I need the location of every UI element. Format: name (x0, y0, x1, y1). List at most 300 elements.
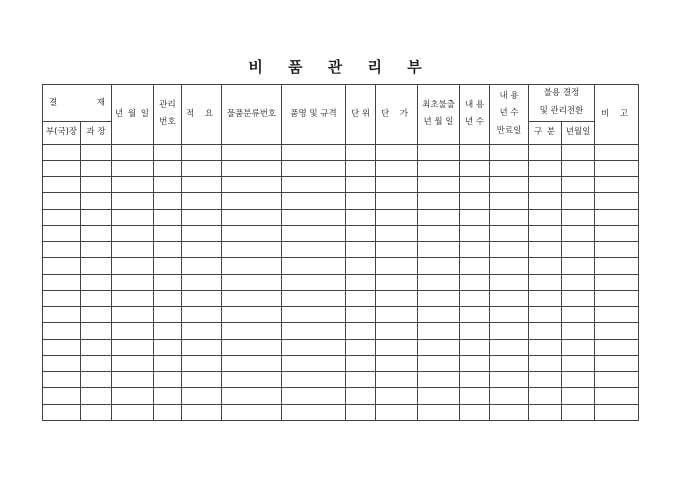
disposal-line1: 불용 결정 (543, 88, 580, 98)
table-cell[interactable] (282, 372, 346, 388)
table-cell[interactable] (460, 242, 490, 258)
table-cell[interactable] (529, 339, 562, 355)
useful-life-header (460, 85, 490, 145)
table-row (43, 323, 639, 339)
first-issue-line1: 최초불출 (422, 99, 455, 110)
table-cell[interactable] (460, 323, 490, 339)
table-cell[interactable] (418, 290, 460, 306)
table-cell[interactable] (222, 388, 282, 404)
table-cell[interactable] (562, 160, 595, 176)
table-cell[interactable] (222, 339, 282, 355)
table-cell[interactable] (595, 177, 639, 193)
table-cell[interactable] (182, 355, 222, 371)
table-cell[interactable] (529, 177, 562, 193)
table-cell[interactable] (376, 290, 418, 306)
table-cell[interactable] (182, 307, 222, 323)
table-cell[interactable] (43, 258, 81, 274)
life-expiry-line1: 내 용 (499, 90, 519, 101)
table-cell[interactable] (529, 144, 562, 160)
table-row (43, 177, 639, 193)
table-cell[interactable] (418, 404, 460, 420)
table-cell[interactable] (43, 339, 81, 355)
table-cell[interactable] (282, 404, 346, 420)
table-cell[interactable] (418, 144, 460, 160)
table-cell[interactable] (595, 323, 639, 339)
table-row (43, 388, 639, 404)
table-cell[interactable] (81, 225, 112, 241)
table-cell[interactable] (529, 388, 562, 404)
approval-label-right: 재 (96, 97, 105, 108)
table-cell[interactable] (154, 290, 182, 306)
table-cell[interactable] (112, 372, 154, 388)
disposal-date-header: 년월일 (562, 121, 595, 144)
table-cell[interactable] (282, 323, 346, 339)
table-cell[interactable] (460, 290, 490, 306)
table-cell[interactable] (418, 307, 460, 323)
table-cell[interactable] (282, 209, 346, 225)
table-cell[interactable] (346, 290, 376, 306)
table-cell[interactable] (182, 144, 222, 160)
table-cell[interactable] (154, 258, 182, 274)
table-cell[interactable] (43, 177, 81, 193)
table-cell[interactable] (529, 258, 562, 274)
table-cell[interactable] (595, 209, 639, 225)
table-cell[interactable] (562, 372, 595, 388)
table-cell[interactable] (112, 225, 154, 241)
table-cell[interactable] (595, 388, 639, 404)
table-cell[interactable] (376, 307, 418, 323)
disposal-type-header: 구 분 (529, 121, 562, 144)
table-cell[interactable] (595, 290, 639, 306)
table-cell[interactable] (460, 307, 490, 323)
table-cell[interactable] (182, 404, 222, 420)
table-cell[interactable] (282, 258, 346, 274)
table-cell[interactable] (376, 274, 418, 290)
table-cell[interactable] (81, 355, 112, 371)
table-cell[interactable] (460, 225, 490, 241)
table-cell[interactable] (154, 160, 182, 176)
table-cell[interactable] (460, 160, 490, 176)
table-cell[interactable] (182, 258, 222, 274)
table-cell[interactable] (282, 144, 346, 160)
table-cell[interactable] (43, 372, 81, 388)
table-cell[interactable] (562, 177, 595, 193)
table-cell[interactable] (182, 225, 222, 241)
table-cell[interactable] (595, 274, 639, 290)
table-cell[interactable] (282, 177, 346, 193)
summary-header: 적 요 (182, 85, 222, 145)
table-cell[interactable] (43, 355, 81, 371)
table-cell[interactable] (346, 323, 376, 339)
table-cell[interactable] (112, 274, 154, 290)
first-issue-date-header (418, 85, 460, 145)
table-cell[interactable] (81, 372, 112, 388)
table-cell[interactable] (595, 144, 639, 160)
table-cell[interactable] (112, 177, 154, 193)
table-cell[interactable] (282, 242, 346, 258)
table-cell[interactable] (376, 225, 418, 241)
table-cell[interactable] (562, 323, 595, 339)
table-cell[interactable] (112, 323, 154, 339)
table-cell[interactable] (490, 307, 529, 323)
unit-price-header: 단 가 (376, 85, 418, 145)
table-cell[interactable] (43, 307, 81, 323)
table-cell[interactable] (154, 307, 182, 323)
table-cell[interactable] (529, 274, 562, 290)
table-cell[interactable] (43, 290, 81, 306)
table-cell[interactable] (282, 193, 346, 209)
table-cell[interactable] (490, 209, 529, 225)
table-cell[interactable] (562, 290, 595, 306)
useful-life-line2: 년 수 (464, 117, 485, 128)
table-cell[interactable] (222, 193, 282, 209)
table-cell[interactable] (529, 225, 562, 241)
table-cell[interactable] (112, 193, 154, 209)
table-cell[interactable] (529, 193, 562, 209)
table-cell[interactable] (490, 160, 529, 176)
table-cell[interactable] (460, 177, 490, 193)
table-cell[interactable] (182, 177, 222, 193)
table-cell[interactable] (418, 225, 460, 241)
approval-label-left: 결 (49, 97, 58, 108)
table-cell[interactable] (562, 355, 595, 371)
life-expiry-header (490, 85, 529, 145)
table-cell[interactable] (182, 388, 222, 404)
name-and-spec-header: 품명 및 규격 (282, 85, 346, 145)
table-cell[interactable] (43, 323, 81, 339)
table-cell[interactable] (418, 339, 460, 355)
table-cell[interactable] (222, 209, 282, 225)
table-cell[interactable] (222, 307, 282, 323)
table-cell[interactable] (490, 242, 529, 258)
table-cell[interactable] (346, 193, 376, 209)
table-cell[interactable] (43, 274, 81, 290)
table-row (43, 339, 639, 355)
table-cell[interactable] (562, 225, 595, 241)
table-cell[interactable] (562, 209, 595, 225)
table-cell[interactable] (346, 225, 376, 241)
table-cell[interactable] (346, 242, 376, 258)
table-cell[interactable] (490, 177, 529, 193)
table-cell[interactable] (562, 274, 595, 290)
table-cell[interactable] (81, 144, 112, 160)
table-cell[interactable] (154, 355, 182, 371)
table-cell[interactable] (222, 144, 282, 160)
table-cell[interactable] (595, 225, 639, 241)
table-cell[interactable] (460, 355, 490, 371)
table-cell[interactable] (81, 274, 112, 290)
table-cell[interactable] (418, 372, 460, 388)
table-cell[interactable] (460, 258, 490, 274)
table-cell[interactable] (81, 209, 112, 225)
disposal-line2: 및 관리전환 (539, 105, 584, 116)
useful-life-line1: 내 용 (464, 99, 485, 110)
table-cell[interactable] (346, 404, 376, 420)
mgmt-no-line1: 관리 (159, 99, 176, 110)
table-cell[interactable] (346, 160, 376, 176)
table-cell[interactable] (529, 290, 562, 306)
table-cell[interactable] (81, 307, 112, 323)
table-cell[interactable] (282, 274, 346, 290)
disposal-transfer-header (529, 85, 595, 122)
table-cell[interactable] (346, 372, 376, 388)
table-cell[interactable] (112, 307, 154, 323)
table-cell[interactable] (529, 160, 562, 176)
table-cell[interactable] (222, 372, 282, 388)
table-cell[interactable] (154, 388, 182, 404)
table-cell[interactable] (376, 193, 418, 209)
table-cell[interactable] (346, 177, 376, 193)
table-cell[interactable] (562, 242, 595, 258)
mgmt-no-line2: 번호 (159, 117, 176, 128)
table-cell[interactable] (562, 144, 595, 160)
table-row (43, 160, 639, 176)
table-row (43, 193, 639, 209)
table-cell[interactable] (529, 242, 562, 258)
table-cell[interactable] (418, 388, 460, 404)
table-cell[interactable] (112, 258, 154, 274)
table-cell[interactable] (562, 258, 595, 274)
table-cell[interactable] (154, 225, 182, 241)
table-cell[interactable] (222, 225, 282, 241)
table-cell[interactable] (222, 290, 282, 306)
table-cell[interactable] (529, 323, 562, 339)
table-cell[interactable] (282, 355, 346, 371)
table-cell[interactable] (182, 372, 222, 388)
table-cell[interactable] (490, 355, 529, 371)
table-cell[interactable] (376, 258, 418, 274)
table-cell[interactable] (595, 355, 639, 371)
table-cell[interactable] (112, 388, 154, 404)
table-cell[interactable] (112, 290, 154, 306)
table-cell[interactable] (376, 177, 418, 193)
table-cell[interactable] (81, 404, 112, 420)
table-cell[interactable] (418, 160, 460, 176)
date-header: 년 월 일 (112, 85, 154, 145)
table-cell[interactable] (43, 242, 81, 258)
table-cell[interactable] (154, 339, 182, 355)
table-cell[interactable] (154, 274, 182, 290)
table-cell[interactable] (460, 388, 490, 404)
table-cell[interactable] (81, 323, 112, 339)
table-cell[interactable] (282, 388, 346, 404)
table-cell[interactable] (562, 404, 595, 420)
table-cell[interactable] (43, 144, 81, 160)
table-cell[interactable] (490, 193, 529, 209)
table-cell[interactable] (182, 242, 222, 258)
table-row (43, 307, 639, 323)
table-cell[interactable] (529, 372, 562, 388)
table-cell[interactable] (595, 372, 639, 388)
table-cell[interactable] (460, 372, 490, 388)
table-cell[interactable] (346, 258, 376, 274)
table-cell[interactable] (112, 209, 154, 225)
table-cell[interactable] (154, 193, 182, 209)
table-cell[interactable] (595, 307, 639, 323)
table-cell[interactable] (562, 193, 595, 209)
table-cell[interactable] (460, 404, 490, 420)
table-cell[interactable] (529, 307, 562, 323)
table-row (43, 209, 639, 225)
table-cell[interactable] (376, 339, 418, 355)
life-expiry-line2: 년 수 (499, 108, 519, 119)
table-cell[interactable] (346, 355, 376, 371)
table-cell[interactable] (154, 404, 182, 420)
table-cell[interactable] (81, 160, 112, 176)
table-cell[interactable] (490, 404, 529, 420)
table-cell[interactable] (282, 225, 346, 241)
table-cell[interactable] (418, 258, 460, 274)
table-row (43, 258, 639, 274)
table-cell[interactable] (222, 160, 282, 176)
table-cell[interactable] (182, 193, 222, 209)
table-row (43, 290, 639, 306)
table-cell[interactable] (222, 355, 282, 371)
table-cell[interactable] (154, 144, 182, 160)
table-cell[interactable] (460, 144, 490, 160)
table-cell[interactable] (81, 388, 112, 404)
table-cell[interactable] (182, 323, 222, 339)
table-cell[interactable] (376, 388, 418, 404)
table-cell[interactable] (595, 242, 639, 258)
table-row (43, 225, 639, 241)
table-cell[interactable] (346, 307, 376, 323)
table-cell[interactable] (529, 355, 562, 371)
table-cell[interactable] (490, 290, 529, 306)
table-cell[interactable] (154, 177, 182, 193)
table-row (43, 372, 639, 388)
table-cell[interactable] (43, 193, 81, 209)
table-cell[interactable] (154, 242, 182, 258)
table-cell[interactable] (222, 177, 282, 193)
table-cell[interactable] (43, 225, 81, 241)
section-chief-header: 과 장 (81, 121, 112, 144)
table-cell[interactable] (376, 144, 418, 160)
table-cell[interactable] (346, 274, 376, 290)
table-cell[interactable] (418, 209, 460, 225)
life-expiry-line3: 만료일 (496, 126, 522, 137)
table-cell[interactable] (182, 274, 222, 290)
table-cell[interactable] (182, 339, 222, 355)
table-cell[interactable] (222, 404, 282, 420)
table-cell[interactable] (418, 193, 460, 209)
table-cell[interactable] (460, 209, 490, 225)
table-cell[interactable] (595, 193, 639, 209)
table-cell[interactable] (81, 290, 112, 306)
table-cell[interactable] (112, 339, 154, 355)
table-cell[interactable] (562, 388, 595, 404)
table-cell[interactable] (282, 307, 346, 323)
table-cell[interactable] (154, 372, 182, 388)
table-cell[interactable] (346, 388, 376, 404)
table-cell[interactable] (490, 274, 529, 290)
table-cell[interactable] (112, 144, 154, 160)
table-cell[interactable] (490, 258, 529, 274)
table-cell[interactable] (562, 339, 595, 355)
table-cell[interactable] (376, 209, 418, 225)
table-cell[interactable] (222, 323, 282, 339)
table-cell[interactable] (418, 323, 460, 339)
table-cell[interactable] (376, 372, 418, 388)
table-cell[interactable] (81, 177, 112, 193)
table-cell[interactable] (182, 160, 222, 176)
table-cell[interactable] (346, 339, 376, 355)
table-cell[interactable] (595, 160, 639, 176)
table-cell[interactable] (376, 242, 418, 258)
table-cell[interactable] (112, 242, 154, 258)
table-cell[interactable] (112, 160, 154, 176)
table-cell[interactable] (418, 355, 460, 371)
table-cell[interactable] (222, 242, 282, 258)
table-cell[interactable] (43, 404, 81, 420)
table-cell[interactable] (43, 388, 81, 404)
table-cell[interactable] (346, 144, 376, 160)
table-cell[interactable] (490, 225, 529, 241)
table-cell[interactable] (81, 242, 112, 258)
table-cell[interactable] (376, 355, 418, 371)
table-row (43, 274, 639, 290)
table-cell[interactable] (418, 242, 460, 258)
table-cell[interactable] (81, 258, 112, 274)
table-cell[interactable] (460, 193, 490, 209)
table-cell[interactable] (112, 355, 154, 371)
management-number-header (154, 85, 182, 145)
table-cell[interactable] (81, 193, 112, 209)
table-row (43, 404, 639, 420)
table-cell[interactable] (282, 339, 346, 355)
table-cell[interactable] (595, 339, 639, 355)
table-row (43, 144, 639, 160)
first-issue-line2: 년 월 일 (423, 117, 454, 128)
table-cell[interactable] (376, 323, 418, 339)
table-cell[interactable] (529, 209, 562, 225)
table-cell[interactable] (490, 323, 529, 339)
table-cell[interactable] (376, 404, 418, 420)
table-cell[interactable] (222, 274, 282, 290)
table-cell[interactable] (112, 404, 154, 420)
table-cell[interactable] (418, 177, 460, 193)
table-cell[interactable] (182, 290, 222, 306)
unit-header: 단 위 (346, 85, 376, 145)
table-cell[interactable] (490, 372, 529, 388)
table-cell[interactable] (154, 209, 182, 225)
classification-number-header: 물품분류번호 (222, 85, 282, 145)
table-cell[interactable] (43, 160, 81, 176)
table-cell[interactable] (222, 258, 282, 274)
table-cell[interactable] (346, 209, 376, 225)
table-cell[interactable] (282, 160, 346, 176)
table-cell[interactable] (81, 339, 112, 355)
table-cell[interactable] (460, 274, 490, 290)
table-cell[interactable] (490, 388, 529, 404)
table-row (43, 355, 639, 371)
table-cell[interactable] (460, 339, 490, 355)
table-cell[interactable] (154, 323, 182, 339)
table-cell[interactable] (562, 307, 595, 323)
table-cell[interactable] (418, 274, 460, 290)
table-cell[interactable] (529, 404, 562, 420)
table-cell[interactable] (182, 209, 222, 225)
table-cell[interactable] (490, 339, 529, 355)
form-title: 비 품 관 리 부 (248, 58, 432, 76)
table-cell[interactable] (490, 144, 529, 160)
dept-head-header: 부(국)장 (43, 121, 81, 144)
table-cell[interactable] (43, 209, 81, 225)
table-cell[interactable] (376, 160, 418, 176)
table-cell[interactable] (595, 404, 639, 420)
table-cell[interactable] (595, 258, 639, 274)
table-cell[interactable] (282, 290, 346, 306)
